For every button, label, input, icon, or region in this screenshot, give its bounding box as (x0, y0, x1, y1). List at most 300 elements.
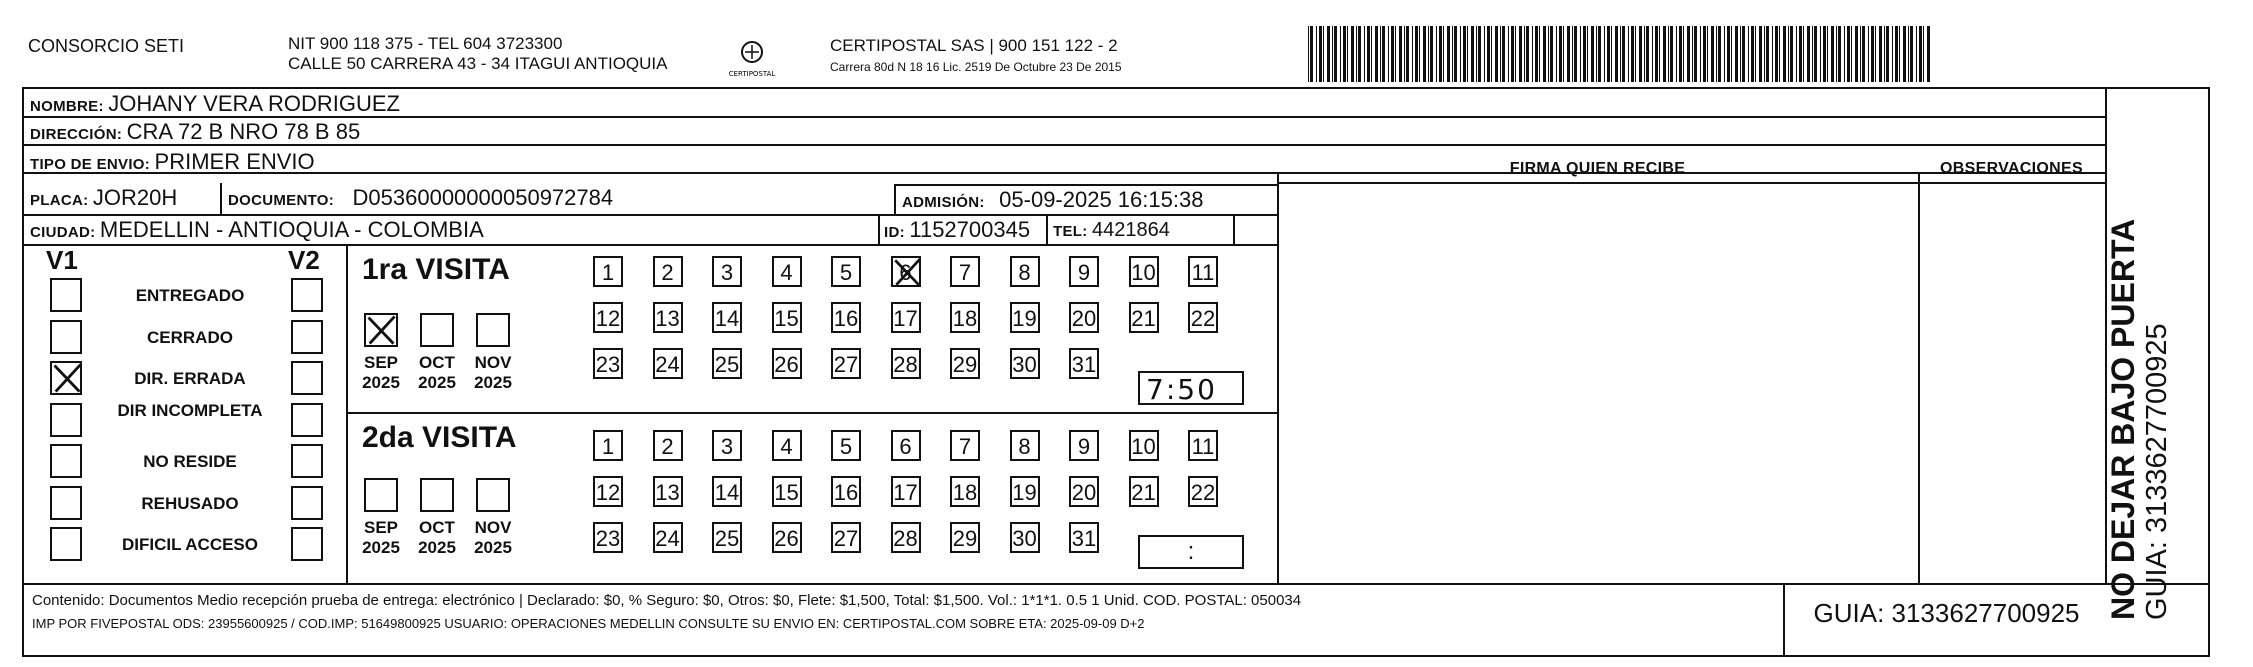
day-box[interactable]: 2 (653, 256, 683, 287)
barcode-bar (1580, 26, 1581, 82)
day-box[interactable]: 28 (891, 522, 921, 553)
barcode-bar (1694, 26, 1697, 82)
barcode-bar (1436, 26, 1437, 82)
barcode-bar (1899, 26, 1900, 82)
barcode-bar (1572, 26, 1573, 82)
barcode-bar (1478, 26, 1481, 82)
admision-row (902, 187, 1203, 213)
direccion-row (30, 119, 360, 145)
day-box[interactable]: 18 (950, 476, 980, 507)
barcode-bar (1790, 26, 1793, 82)
barcode-bar (1803, 26, 1804, 82)
barcode-bar (1539, 26, 1540, 82)
barcode-bar (1308, 26, 1309, 82)
day-box[interactable]: 8 (1010, 430, 1040, 461)
barcode-bar (1707, 26, 1708, 82)
barcode-bar (1860, 26, 1861, 82)
barcode-bar (1502, 26, 1505, 82)
tipo-envio-value: PRIMER ENVIO (154, 149, 315, 174)
nit-line: NIT 900 118 375 - TEL 604 3723300 (288, 34, 563, 53)
tel-row (1053, 219, 1170, 242)
footer-content-line: Contenido: Documentos Medio recepción prueba de entrega: electrónico | Declarado: $0, % Seguro: $0, Otros: $0, Flete: $1,500, Total: $1,500. Vol.: 1*1*1. 0.5 1 Unid. COD. POSTAL: 050034 (32, 592, 1302, 609)
day-box[interactable]: 30 (1010, 348, 1040, 379)
day-box[interactable]: 14 (712, 302, 742, 333)
status-label: ENTREGADO (135, 286, 245, 305)
day-box[interactable]: 15 (772, 476, 802, 507)
month-name: OCT (419, 353, 455, 372)
day-box[interactable]: 25 (712, 348, 742, 379)
barcode-bar (1631, 26, 1634, 82)
v1-checkbox[interactable] (50, 486, 82, 520)
barcode-bar (1524, 26, 1525, 82)
day-box[interactable]: 8 (1010, 256, 1040, 287)
month-label (468, 518, 518, 558)
second-visit-time: : (1187, 538, 1195, 565)
side-notice (2105, 219, 2173, 620)
barcode-bar (1748, 26, 1749, 82)
day-box[interactable]: 15 (772, 302, 802, 333)
barcode-bar (1395, 26, 1396, 82)
barcode-bar (1439, 26, 1442, 82)
day-box[interactable]: 19 (1010, 302, 1040, 333)
barcode-bar (1759, 26, 1762, 82)
barcode-bar (1567, 26, 1570, 82)
observations-area[interactable] (1922, 186, 2101, 579)
documento-label: DOCUMENTO: (228, 192, 335, 209)
status-label: DIR INCOMPLETA (117, 400, 263, 420)
barcode-bar (1591, 26, 1594, 82)
barcode-bar (1319, 26, 1322, 82)
month-year: 2025 (362, 373, 400, 392)
day-box[interactable]: 16 (831, 476, 861, 507)
month-name: NOV (474, 353, 512, 372)
barcode-bar (1347, 26, 1348, 82)
month-checkbox[interactable] (476, 313, 510, 347)
month-year: 2025 (474, 538, 512, 557)
v2-checkbox[interactable] (291, 278, 323, 312)
barcode-bar (1855, 26, 1858, 82)
barcode-bar (1371, 26, 1372, 82)
month-checkbox[interactable] (476, 478, 510, 512)
month-name: SEP (363, 518, 399, 537)
id-row (884, 217, 1030, 243)
tipo-envio-row (30, 149, 315, 175)
barcode-bar (1583, 26, 1586, 82)
barcode-bar (1871, 26, 1874, 82)
barcode-bar (1332, 26, 1333, 82)
tel-value: 4421864 (1091, 219, 1170, 241)
barcode-bar (1740, 26, 1741, 82)
barcode-bar (1343, 26, 1346, 82)
day-box[interactable]: 7 (950, 256, 980, 287)
v1-checkbox[interactable] (50, 278, 82, 312)
barcode-bar (1615, 26, 1618, 82)
barcode-bar (1703, 26, 1706, 82)
day-box[interactable]: 11 (1188, 256, 1218, 287)
barcode-bar (1735, 26, 1738, 82)
barcode-bar (1611, 26, 1612, 82)
first-visit-time: 7:50 (1146, 373, 1217, 406)
barcode-bar (1543, 26, 1546, 82)
month-label (356, 353, 406, 393)
barcode-bar (1655, 26, 1658, 82)
license-line: Carrera 80d N 18 16 Lic. 2519 De Octubre 23 De 2015 (830, 60, 1122, 74)
v2-checkbox[interactable] (291, 527, 323, 561)
observaciones-header: OBSERVACIONES (1940, 160, 2083, 177)
day-box[interactable]: 6 (891, 430, 921, 461)
day-box[interactable]: 3 (712, 256, 742, 287)
barcode-bar (1316, 26, 1317, 82)
day-box[interactable]: 12 (593, 302, 623, 333)
barcode-bar (1563, 26, 1564, 82)
ciudad-row (30, 217, 484, 243)
barcode-bar (1788, 26, 1789, 82)
day-box[interactable]: 16 (831, 302, 861, 333)
barcode-bar (1327, 26, 1330, 82)
month-year: 2025 (418, 538, 456, 557)
barcode-bar (1875, 26, 1876, 82)
barcode-bar (1851, 26, 1852, 82)
day-box[interactable]: 21 (1129, 476, 1159, 507)
day-box[interactable]: 31 (1069, 522, 1099, 553)
day-box[interactable]: 29 (950, 522, 980, 553)
v1-checkbox[interactable] (50, 403, 82, 437)
v1-label: V1 (46, 245, 78, 275)
firma-header: FIRMA QUIEN RECIBE (1509, 160, 1686, 177)
barcode-bar (1879, 26, 1882, 82)
barcode-bar (1587, 26, 1588, 82)
barcode-bar (1388, 26, 1389, 82)
second-visit-title: 2da VISITA (362, 421, 517, 454)
certipostal-logo (728, 36, 776, 84)
barcode-bar (1382, 26, 1385, 82)
footer-print-line: IMP POR FIVEPOSTAL ODS: 23955600925 / COD.IMP: 51649800925 USUARIO: OPERACIONES MEDELLIN CONSULTE SU ENVIO EN: CERTIPOSTAL.COM SOBRE ETA: 2025-09-09 D+2 (32, 616, 1145, 631)
status-label: DIFICIL ACCESO (121, 535, 258, 554)
admision-label: ADMISIÓN: (902, 194, 985, 211)
day-box[interactable]: 5 (831, 430, 861, 461)
day-box[interactable]: 24 (653, 522, 683, 553)
v1-checkbox[interactable] (50, 444, 82, 478)
address-line: CALLE 50 CARRERA 43 - 34 ITAGUI ANTIOQUIA (288, 54, 668, 73)
month-name: SEP (363, 353, 399, 372)
day-box[interactable]: 21 (1129, 302, 1159, 333)
barcode-bar (1391, 26, 1394, 82)
v2-checkbox[interactable] (291, 403, 323, 437)
company-name: CONSORCIO SETI (28, 36, 185, 56)
barcode-bar (1367, 26, 1370, 82)
day-box[interactable]: 10 (1129, 430, 1159, 461)
barcode-bar (1447, 26, 1450, 82)
barcode-bar (1668, 26, 1669, 82)
barcode-bar (1892, 26, 1893, 82)
barcode-bar (1620, 26, 1621, 82)
barcode-bar (1711, 26, 1714, 82)
barcode-bar (1823, 26, 1826, 82)
barcode-bar (1847, 26, 1850, 82)
day-box[interactable]: 5 (831, 256, 861, 287)
barcode-bar (1628, 26, 1629, 82)
barcode-bar (1796, 26, 1797, 82)
day-box[interactable]: 20 (1069, 302, 1099, 333)
barcode-bar (1550, 26, 1553, 82)
documento-value: D05360000000050972784 (352, 185, 614, 210)
id-label: ID: (884, 224, 905, 241)
barcode-bar (1727, 26, 1730, 82)
barcode-bar (1659, 26, 1660, 82)
month-label (356, 518, 406, 558)
barcode-bar (1415, 26, 1418, 82)
day-box[interactable]: 18 (950, 302, 980, 333)
status-label: REHUSADO (141, 493, 239, 513)
day-box[interactable]: 22 (1188, 302, 1218, 333)
barcode-bar (1700, 26, 1701, 82)
id-value: 1152700345 (909, 217, 1031, 242)
barcode-bar (1766, 26, 1769, 82)
day-box[interactable]: 1 (593, 430, 623, 461)
nombre-row (30, 91, 400, 117)
barcode-bar (1334, 26, 1337, 82)
barcode-bar (1838, 26, 1841, 82)
v2-checkbox[interactable] (291, 444, 323, 478)
barcode-bar (1428, 26, 1429, 82)
day-box[interactable]: 23 (593, 522, 623, 553)
barcode-bar (1814, 26, 1817, 82)
barcode-bar (1452, 26, 1453, 82)
barcode-bar (1604, 26, 1605, 82)
day-box[interactable]: 11 (1188, 430, 1218, 461)
barcode-bar (1491, 26, 1492, 82)
day-box[interactable]: 3 (712, 430, 742, 461)
barcode-bar (1927, 26, 1930, 82)
barcode-bar (1724, 26, 1725, 82)
barcode-bar (1683, 26, 1684, 82)
barcode-bar (1820, 26, 1821, 82)
barcode-bar (1764, 26, 1765, 82)
barcode-bar (1532, 26, 1533, 82)
day-box[interactable]: 2 (653, 430, 683, 461)
day-box[interactable]: 31 (1069, 348, 1099, 379)
barcode-bar (1375, 26, 1378, 82)
barcode-bar (1622, 26, 1625, 82)
barcode-bar (1775, 26, 1778, 82)
day-box[interactable]: 1 (593, 256, 623, 287)
nombre-value: JOHANY VERA RODRIGUEZ (108, 91, 400, 116)
barcode-bar (1772, 26, 1773, 82)
day-box[interactable]: 9 (1069, 256, 1099, 287)
barcode-bar (1670, 26, 1673, 82)
barcode-bar (1731, 26, 1732, 82)
barcode-bar (1356, 26, 1357, 82)
month-label (412, 518, 462, 558)
ciudad-label: CIUDAD: (30, 224, 96, 241)
barcode-bar (1380, 26, 1381, 82)
barcode-bar (1742, 26, 1745, 82)
barcode-bar (1812, 26, 1813, 82)
status-label: DIR. ERRADA (134, 369, 246, 388)
placa-label: PLACA: (30, 192, 89, 209)
month-year: 2025 (418, 373, 456, 392)
v2-checkbox[interactable] (291, 320, 323, 354)
month-name: OCT (419, 518, 455, 537)
barcode-bar (1663, 26, 1666, 82)
day-box[interactable]: 25 (712, 522, 742, 553)
barcode-bar (1467, 26, 1468, 82)
barcode-bar (1635, 26, 1636, 82)
barcode-bar (1443, 26, 1444, 82)
day-box[interactable]: 26 (772, 348, 802, 379)
first-visit-title: 1ra VISITA (362, 253, 510, 286)
barcode-bar (1799, 26, 1802, 82)
day-box[interactable]: 19 (1010, 476, 1040, 507)
barcode-bar (1476, 26, 1477, 82)
barcode-bar (1548, 26, 1549, 82)
day-box[interactable]: 4 (772, 256, 802, 287)
month-label (412, 353, 462, 393)
barcode-bar (1596, 26, 1597, 82)
barcode-bar (1430, 26, 1433, 82)
barcode-bar (1639, 26, 1642, 82)
barcode-bar (1910, 26, 1913, 82)
barcode-bar (1827, 26, 1828, 82)
day-box[interactable]: 27 (831, 522, 861, 553)
day-box[interactable]: 9 (1069, 430, 1099, 461)
barcode-bar (1556, 26, 1557, 82)
barcode-bar (1903, 26, 1906, 82)
barcode-bar (1495, 26, 1498, 82)
barcode-bar (1718, 26, 1721, 82)
day-box[interactable]: 20 (1069, 476, 1099, 507)
barcode-bar (1515, 26, 1516, 82)
day-box[interactable]: 26 (772, 522, 802, 553)
barcode-bar (1559, 26, 1562, 82)
barcode-bar (1404, 26, 1405, 82)
barcode-bar (1607, 26, 1610, 82)
day-box[interactable]: 29 (950, 348, 980, 379)
month-checkbox[interactable] (364, 313, 398, 347)
day-box[interactable]: 23 (593, 348, 623, 379)
barcode-bar (1868, 26, 1869, 82)
month-label (468, 353, 518, 393)
barcode-bar (1323, 26, 1324, 82)
v2-checkbox[interactable] (291, 486, 323, 520)
day-box[interactable]: 24 (653, 348, 683, 379)
barcode-bar (1574, 26, 1577, 82)
day-box[interactable]: 30 (1010, 522, 1040, 553)
v1-checkbox[interactable] (50, 527, 82, 561)
barcode-bar (1916, 26, 1917, 82)
barcode-bar (1508, 26, 1509, 82)
barcode-bar (1535, 26, 1538, 82)
barcode-bar (1779, 26, 1780, 82)
barcode-bar (1755, 26, 1756, 82)
barcode-bar (1351, 26, 1354, 82)
barcode-bar (1923, 26, 1924, 82)
barcode-bar (1692, 26, 1693, 82)
placa-row (30, 185, 177, 211)
v2-checkbox[interactable] (291, 361, 323, 395)
day-box[interactable]: 6 (891, 256, 921, 287)
v1-checkbox[interactable] (50, 320, 82, 354)
month-checkbox[interactable] (420, 313, 454, 347)
day-box[interactable]: 17 (891, 476, 921, 507)
barcode-bar (1598, 26, 1601, 82)
month-checkbox[interactable] (420, 478, 454, 512)
placa-value: JOR20H (92, 185, 178, 210)
barcode-bar (1406, 26, 1409, 82)
status-label: CERRADO (147, 327, 233, 347)
month-year: 2025 (474, 373, 512, 392)
barcode-bar (1484, 26, 1485, 82)
day-box[interactable]: 12 (593, 476, 623, 507)
barcode-bar (1862, 26, 1865, 82)
day-box[interactable]: 13 (653, 476, 683, 507)
admision-value: 05-09-2025 16:15:38 (999, 187, 1204, 212)
barcode-bar (1423, 26, 1426, 82)
barcode-bar (1679, 26, 1682, 82)
barcode-bar (1751, 26, 1754, 82)
day-box[interactable]: 22 (1188, 476, 1218, 507)
tipo-envio-label: TIPO DE ENVIO: (30, 156, 151, 173)
day-box[interactable]: 4 (772, 430, 802, 461)
status-label: NO RESIDE (143, 452, 237, 471)
barcode-bar (1919, 26, 1922, 82)
barcode-bar (1831, 26, 1834, 82)
v1-checkbox[interactable] (50, 361, 82, 395)
barcode-bar (1471, 26, 1474, 82)
month-year: 2025 (362, 538, 400, 557)
barcode-bar (1358, 26, 1361, 82)
footer-guia: GUIA: 3133627700925 (1813, 598, 2080, 628)
certipostal-line: CERTIPOSTAL SAS | 900 151 122 - 2 (830, 36, 1118, 55)
barcode-bar (1783, 26, 1786, 82)
day-box[interactable]: 10 (1129, 256, 1159, 287)
barcode-bar (1687, 26, 1690, 82)
day-box[interactable]: 7 (950, 430, 980, 461)
side-notice-text: NO DEJAR BAJO PUERTA (2105, 218, 2141, 620)
barcode-bar (1836, 26, 1837, 82)
barcode-bar (1460, 26, 1461, 82)
day-box[interactable]: 14 (712, 476, 742, 507)
barcode-bar (1463, 26, 1466, 82)
barcode-bar (1807, 26, 1810, 82)
barcode-bar (1500, 26, 1501, 82)
barcode-bar (1399, 26, 1402, 82)
direccion-value: CRA 72 B NRO 78 B 85 (126, 119, 361, 144)
second-visit-time-box[interactable] (1138, 535, 1244, 569)
signature-area[interactable] (1281, 186, 1914, 579)
day-box[interactable]: 17 (891, 302, 921, 333)
day-box[interactable]: 27 (831, 348, 861, 379)
barcode-bar (1511, 26, 1514, 82)
month-checkbox[interactable] (364, 478, 398, 512)
barcode-bar (1884, 26, 1885, 82)
barcode-bar (1487, 26, 1490, 82)
barcode-bar (1676, 26, 1677, 82)
direccion-label: DIRECCIÓN: (30, 126, 123, 143)
barcode-bar (1886, 26, 1889, 82)
barcode-bar (1364, 26, 1365, 82)
barcode-bar (1716, 26, 1717, 82)
day-box[interactable]: 28 (891, 348, 921, 379)
barcode-bar (1646, 26, 1649, 82)
svg-text:CERTIPOSTAL: CERTIPOSTAL (728, 70, 776, 78)
barcode-bar (1454, 26, 1457, 82)
day-box[interactable]: 13 (653, 302, 683, 333)
documento-row (228, 185, 613, 211)
barcode-bar (1644, 26, 1645, 82)
ciudad-value: MEDELLIN - ANTIOQUIA - COLOMBIA (99, 217, 484, 242)
first-visit-time-box[interactable] (1138, 371, 1244, 405)
